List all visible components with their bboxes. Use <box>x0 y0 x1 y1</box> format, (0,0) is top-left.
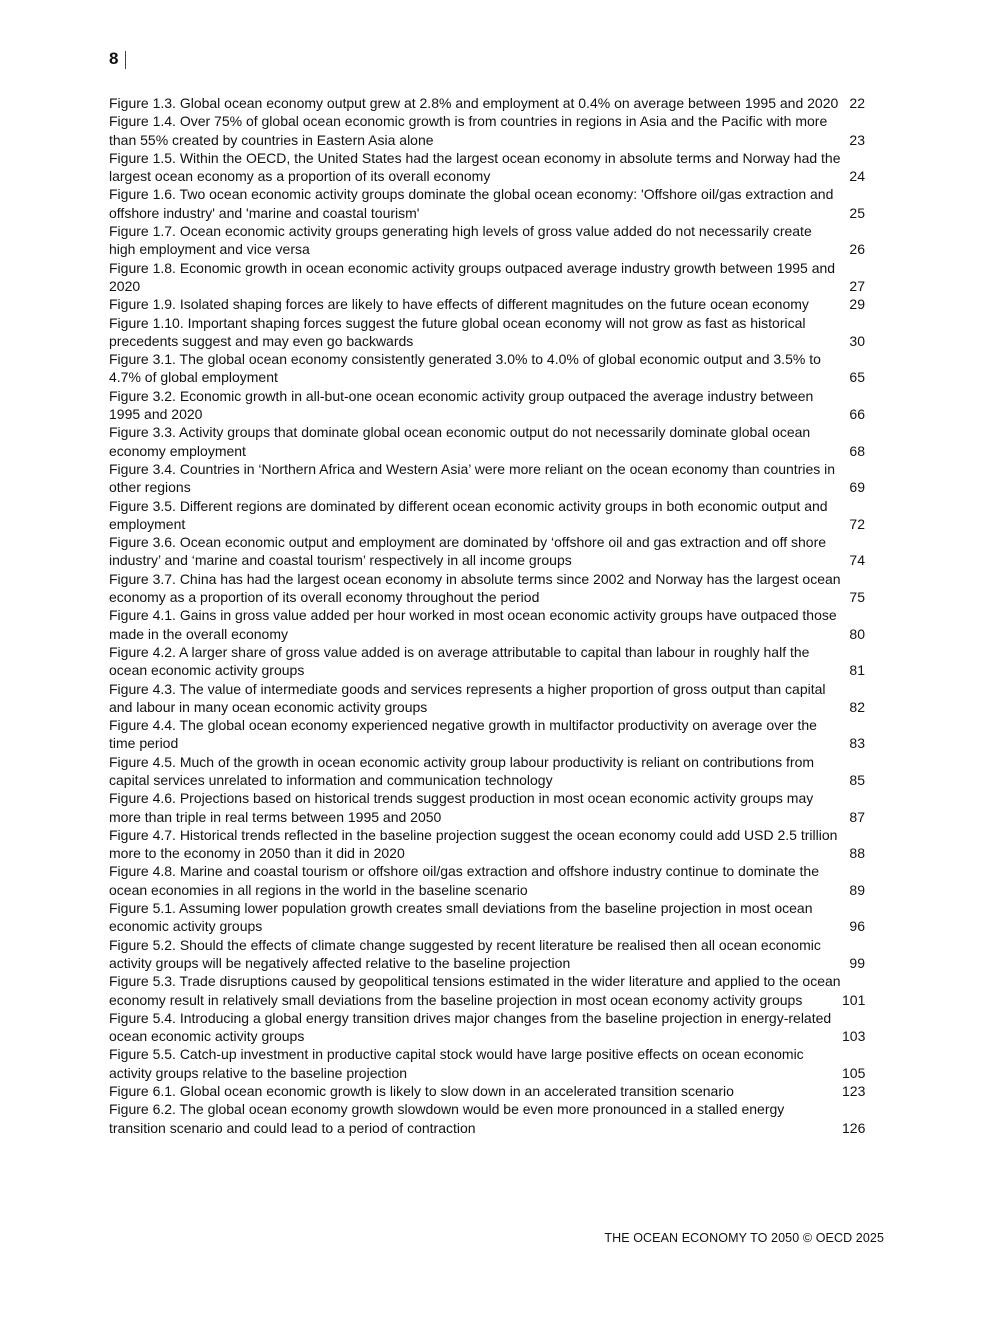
toc-entry-title: Figure 1.9. Isolated shaping forces are likely to have effects of different magnitudes on the future ocean economy <box>109 296 809 313</box>
toc-entry-title: Figure 6.1. Global ocean economic growth is likely to slow down in an accelerated transition scenario <box>109 1083 734 1100</box>
toc-entry[interactable] <box>109 716 869 753</box>
toc-entry-page: 89 <box>849 881 865 898</box>
toc-entry[interactable] <box>109 643 869 680</box>
toc-entry[interactable] <box>109 185 869 222</box>
toc-entry[interactable] <box>109 497 869 534</box>
toc-entry-page: 99 <box>849 954 865 971</box>
toc-entry-title: Figure 5.3. Trade disruptions caused by geopolitical tensions estimated in the wider literature and applied to the ocean economy result in relatively small deviations from the baseline projection in most ocean economy activity groups <box>109 973 841 1008</box>
toc-entry-title: Figure 5.4. Introducing a global energy transition drives major changes from the baseline projection in energy-related ocean economic activity groups <box>109 1009 832 1045</box>
toc-entry[interactable] <box>109 570 869 607</box>
toc-entry-title: Figure 4.1. Gains in gross value added per hour worked in most ocean economic activity groups have outpaced those made in the overall economy <box>109 607 837 642</box>
toc-entry-page: 103 <box>842 1028 866 1045</box>
toc-entry[interactable] <box>109 350 869 387</box>
toc-entry-page: 66 <box>849 406 865 423</box>
toc-entry-page: 87 <box>849 808 865 825</box>
toc-entry-title: Figure 6.2. The global ocean economy growth slowdown would be even more pronounced in a stalled energy transition scenario and could lead to a period of contraction <box>109 1101 785 1136</box>
toc-entry-title: Figure 3.2. Economic growth in all-but-one ocean economic activity group outpaced the average industry between 1995 and 2020 <box>109 387 814 423</box>
toc-entry[interactable] <box>109 789 869 826</box>
page-footer: THE OCEAN ECONOMY TO 2050 © OECD 2025 <box>604 1231 884 1245</box>
toc-entry-page: 82 <box>849 698 865 715</box>
toc-entry-page: 74 <box>849 552 865 569</box>
toc-entry-page: 85 <box>849 771 865 788</box>
toc-entry-title: Figure 1.4. Over 75% of global ocean economic growth is from countries in regions in Asia and the Pacific with more than 55% created by countries in Eastern Asia alone <box>109 113 828 148</box>
toc-entry-title: Figure 4.5. Much of the growth in ocean economic activity group labour productivity is reliant on contributions from capital services unrelated to information and communication technology <box>109 753 815 788</box>
toc-entry[interactable] <box>109 753 869 790</box>
toc-entry-page: 96 <box>849 918 865 935</box>
toc-entry[interactable] <box>109 112 869 149</box>
toc-entry[interactable] <box>109 1100 869 1137</box>
toc-entry[interactable] <box>109 1009 869 1046</box>
toc-entry-page: 22 <box>849 95 865 111</box>
toc-entry-title: Figure 4.4. The global ocean economy experienced negative growth in multifactor productivity on average over the time period <box>109 717 817 752</box>
toc-entry-page: 83 <box>849 735 865 752</box>
toc-entry-page: 123 <box>842 1083 866 1100</box>
toc-entry-title: Figure 4.6. Projections based on historical trends suggest production in most ocean economic activity groups may more than triple in real terms between 1995 and 2050 <box>109 790 814 825</box>
toc-entry[interactable] <box>109 295 869 313</box>
toc-entry-page: 75 <box>849 589 865 606</box>
toc-entry[interactable] <box>109 1045 869 1082</box>
toc-entry-page: 80 <box>849 625 865 642</box>
toc-entry[interactable] <box>109 387 869 424</box>
toc-entry-page: 24 <box>849 168 865 185</box>
toc-entry[interactable] <box>109 149 869 186</box>
toc-entry-title: Figure 1.8. Economic growth in ocean economic activity groups outpaced average industry growth between 1995 and 2020 <box>109 259 836 294</box>
toc-entry[interactable] <box>109 423 869 460</box>
toc-entry-page: 105 <box>842 1064 866 1081</box>
toc-entry-title: Figure 4.3. The value of intermediate goods and services represents a higher proportion of gross output than capital and labour in many ocean economic activity groups <box>109 680 826 715</box>
toc-entry-title: Figure 1.3. Global ocean economy output grew at 2.8% and employment at 0.4% on average between 1995 and 2020 <box>109 95 839 111</box>
toc-entry-title: Figure 1.6. Two ocean economic activity groups dominate the global ocean economy: 'Offshore oil/gas extraction and offshore industry' and 'marine and coastal tourism' <box>109 186 834 221</box>
toc-entry-title: Figure 3.3. Activity groups that dominate global ocean economic output do not necessarily dominate global ocean economy employment <box>109 424 811 459</box>
toc-entry-page: 65 <box>849 369 865 386</box>
toc-entry-title: Figure 3.4. Countries in ‘Northern Africa and Western Asia’ were more reliant on the ocean economy than countries in other regions <box>109 460 836 496</box>
toc-entry-page: 81 <box>849 662 865 679</box>
toc-entry-page: 30 <box>849 332 865 349</box>
toc-entry-title: Figure 1.7. Ocean economic activity groups generating high levels of gross value added do not necessarily create high employment and vice versa <box>109 223 812 258</box>
page-number-divider <box>125 51 126 69</box>
toc-entry[interactable] <box>109 222 869 259</box>
toc-entry-title: Figure 5.1. Assuming lower population growth creates small deviations from the baseline projection in most ocean economic activity groups <box>109 900 813 935</box>
toc-entry-page: 25 <box>849 204 865 221</box>
toc-entry[interactable] <box>109 533 869 570</box>
toc-entry-title: Figure 3.5. Different regions are dominated by different ocean economic activity groups in both economic output and employment <box>109 497 828 532</box>
toc-entry[interactable] <box>109 680 869 717</box>
toc-entry[interactable] <box>109 899 869 936</box>
toc-entry-title: Figure 3.6. Ocean economic output and employment are dominated by ‘offshore oil and gas extraction and off shore industry’ and ‘marine and coastal tourism’ respectively in all income groups <box>109 534 827 569</box>
toc-entry-title: Figure 4.8. Marine and coastal tourism or offshore oil/gas extraction and offshore industry continue to dominate the ocean economies in all regions in the world in the baseline scenario <box>109 863 819 898</box>
toc-entry[interactable] <box>109 972 869 1009</box>
toc-entry[interactable] <box>109 606 869 643</box>
toc-entry-page: 29 <box>849 296 865 313</box>
table-of-figures <box>109 94 869 1137</box>
toc-entry[interactable] <box>109 826 869 863</box>
toc-entry[interactable] <box>109 936 869 973</box>
toc-entry[interactable] <box>109 259 869 296</box>
page-number: 8 <box>109 49 119 68</box>
toc-entry-page: 72 <box>849 515 865 532</box>
toc-entry-page: 126 <box>842 1119 866 1136</box>
toc-entry-page: 69 <box>849 479 865 496</box>
toc-entry-title: Figure 5.2. Should the effects of climate change suggested by recent literature be realised then all ocean economic activity groups will be negatively affected relative to the baseline projection <box>109 936 821 971</box>
toc-entry-page: 68 <box>849 442 865 459</box>
toc-entry[interactable] <box>109 862 869 899</box>
toc-entry[interactable] <box>109 1082 869 1100</box>
toc-entry-page: 101 <box>842 991 866 1008</box>
toc-entry-page: 88 <box>849 845 865 862</box>
toc-entry-title: Figure 3.1. The global ocean economy consistently generated 3.0% to 4.0% of global economic output and 3.5% to 4.7% of global employment <box>109 351 821 386</box>
toc-entry[interactable] <box>109 460 869 497</box>
toc-entry-title: Figure 3.7. China has had the largest ocean economy in absolute terms since 2002 and Norway has the largest ocean economy as a proportion of its overall economy throughout the period <box>109 570 841 606</box>
toc-entry-title: Figure 4.2. A larger share of gross value added is on average attributable to capital than labour in roughly half the ocean economic activity groups <box>109 643 810 679</box>
toc-entry[interactable] <box>109 94 869 112</box>
toc-entry-page: 23 <box>849 131 865 148</box>
toc-entry-title: Figure 4.7. Historical trends reflected in the baseline projection suggest the ocean economy could add USD 2.5 trillion more to the economy in 2050 than it did in 2020 <box>109 826 838 862</box>
toc-entry-page: 26 <box>849 241 865 258</box>
toc-entry-title: Figure 1.10. Important shaping forces suggest the future global ocean economy will not grow as fast as historical precedents suggest and may even go backwards <box>109 314 806 349</box>
toc-entry[interactable] <box>109 314 869 351</box>
toc-entry-page: 27 <box>849 277 865 294</box>
toc-entry-title: Figure 5.5. Catch-up investment in productive capital stock would have large positive effects on ocean economic activity groups relative to the baseline projection <box>109 1046 804 1081</box>
toc-entry-title: Figure 1.5. Within the OECD, the United States had the largest ocean economy in absolute terms and Norway had the largest ocean economy as a proportion of its overall economy <box>109 149 841 185</box>
